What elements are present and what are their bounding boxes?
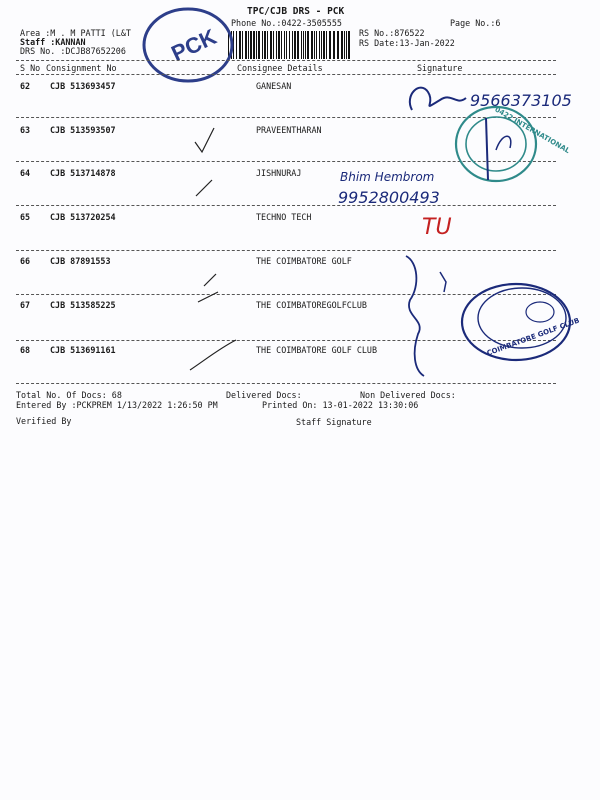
drs-number: DRS No. :DCJB87652206 xyxy=(20,46,126,56)
row-consignee: TECHNO TECH xyxy=(256,212,312,222)
row-consignment: CJB 513691161 xyxy=(50,345,116,355)
col-consignment: Consignment No xyxy=(46,63,117,73)
row-consignee: THE COIMBATORE GOLF CLUB xyxy=(256,345,378,355)
row-consignee: JISHNURAJ xyxy=(256,168,302,178)
col-consignee: Consignee Details xyxy=(237,63,323,73)
col-sno: S No xyxy=(20,63,41,73)
row-sno: 68 xyxy=(20,345,31,355)
non-delivered-docs: Non Delivered Docs: xyxy=(360,390,456,400)
row-sno: 62 xyxy=(20,81,31,91)
svg-text:0422 INTERNATIONAL: 0422 INTERNATIONAL xyxy=(493,105,572,156)
row-consignee: GANESAN xyxy=(256,81,292,91)
area-label: Area :M . M PATTI (L&T xyxy=(20,28,131,38)
rs-date: RS Date:13-Jan-2022 xyxy=(359,38,455,48)
row-sno: 67 xyxy=(20,300,31,310)
staff-label: Staff :KANNAN xyxy=(20,37,86,47)
row-consignee: THE COIMBATORE GOLF xyxy=(256,256,352,266)
handwritten-mark: TU xyxy=(422,215,452,240)
row-sno: 63 xyxy=(20,125,31,135)
golf-club-stamp xyxy=(462,284,581,360)
total-docs: Total No. Of Docs: 68 xyxy=(16,390,122,400)
row-consignee: PRAVEENTHARAN xyxy=(256,125,322,135)
handwritten-phone: 9566373105 xyxy=(470,91,572,110)
row-consignee: THE COIMBATOREGOLFCLUB xyxy=(256,300,367,310)
col-signature: Signature xyxy=(417,63,463,73)
phone-number: Phone No.:0422-3505555 xyxy=(231,18,342,28)
pck-stamp-text: PCK xyxy=(167,23,221,67)
row-sno: 66 xyxy=(20,256,31,266)
printed-on: Printed On: 13-01-2022 13:30:06 xyxy=(262,400,419,410)
staff-signature: Staff Signature xyxy=(296,417,372,427)
document-title: TPC/CJB DRS - PCK xyxy=(247,6,345,17)
row-consignment: CJB 87891553 xyxy=(50,256,111,266)
row-consignment: CJB 513693457 xyxy=(50,81,116,91)
row-consignment: CJB 513714878 xyxy=(50,168,116,178)
handwritten-phone: 9952800493 xyxy=(338,188,440,207)
row-consignment: CJB 513593507 xyxy=(50,125,116,135)
row-sno: 64 xyxy=(20,168,31,178)
handwritten-name: Bhim Hembrom xyxy=(340,170,435,184)
row-sno: 65 xyxy=(20,212,31,222)
international-stamp xyxy=(456,106,572,181)
svg-text:COIMBATORE GOLF CLUB: COIMBATORE GOLF CLUB xyxy=(485,316,581,358)
entered-by: Entered By :PCKPREM 1/13/2022 1:26:50 PM xyxy=(16,400,218,410)
delivered-docs: Delivered Docs: xyxy=(226,390,302,400)
row-consignment: CJB 513720254 xyxy=(50,212,116,222)
page-number: Page No.:6 xyxy=(450,18,501,28)
rs-number: RS No.:876522 xyxy=(359,28,425,38)
verified-by: Verified By xyxy=(16,416,72,426)
row-consignment: CJB 513585225 xyxy=(50,300,116,310)
